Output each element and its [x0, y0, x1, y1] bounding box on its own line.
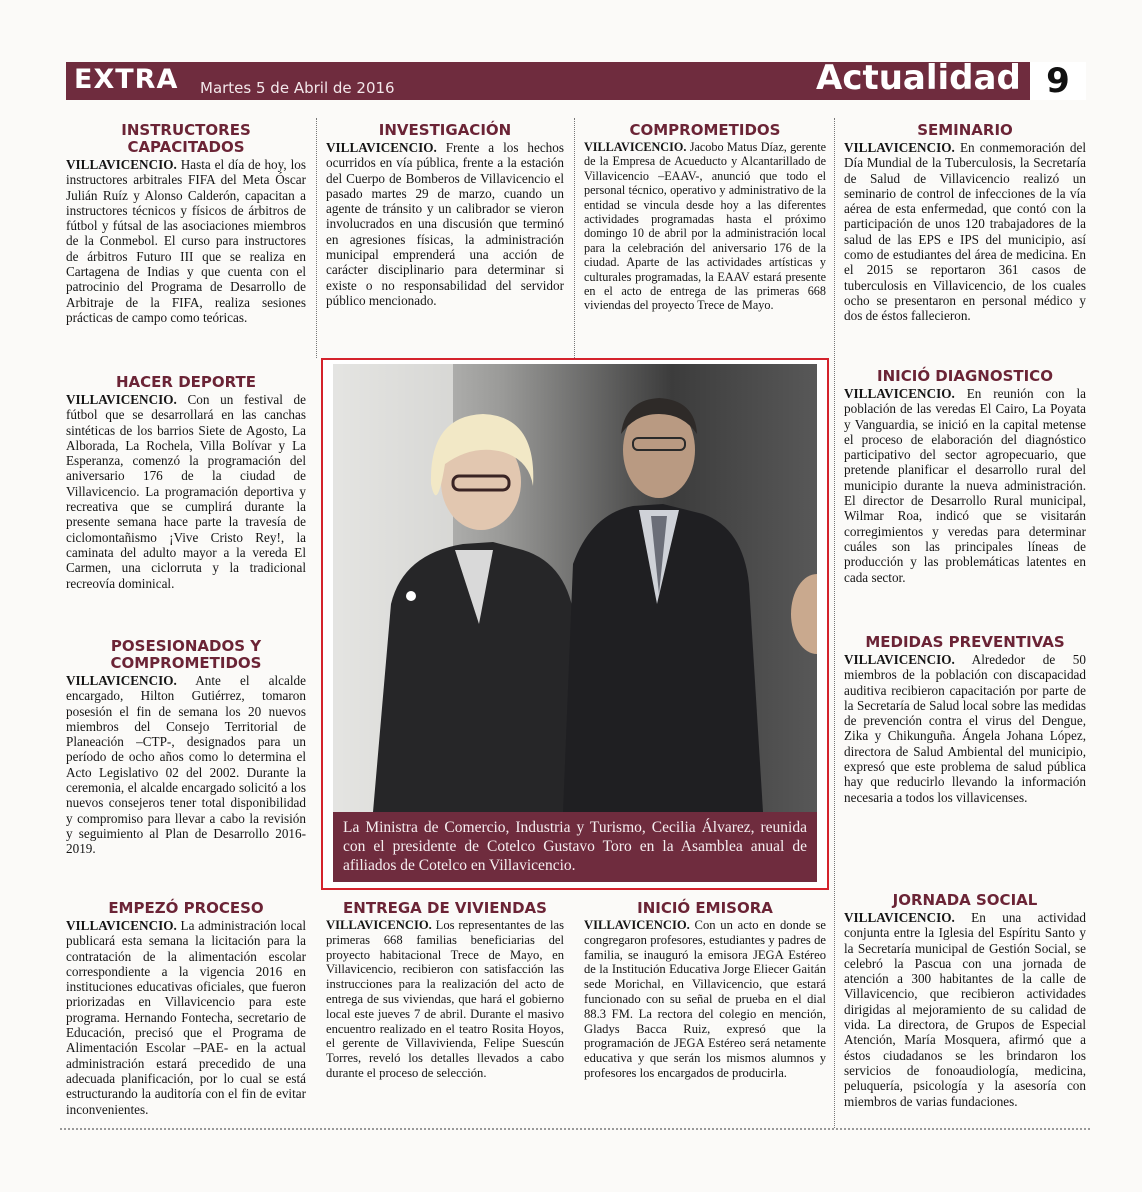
article-body: VILLAVICENCIO. Alrededor de 50 miembros de la población con discapacidad auditiva recibieron capacitación por parte de la Secretaría de Salud local sobre las medidas de prevención contra el virus del Dengue, Zika y Chikunguña. Ángela Johana López, directora de Salud Ambiental del municipio, expresó que este problema de salud pública hay que reducirlo llevando la información necesaria a todos los villavicenses. [844, 652, 1086, 805]
masthead-band [66, 58, 1086, 100]
article-headline: COMPROMETIDOS [629, 121, 781, 139]
article-jornada-social [844, 892, 1086, 1109]
article-headline: MEDIDAS PREVENTIVAS [865, 633, 1065, 651]
article-hacer-deporte [66, 374, 306, 591]
article-investigacion [326, 122, 564, 308]
article-headline: JORNADA SOCIAL [892, 891, 1038, 909]
photo-caption: La Ministra de Comercio, Industria y Turismo, Cecilia Álvarez, reunida con el presidente de Cotelco Gustavo Toro en la Asamblea anual de afiliados de Cotelco en Villavicencio. [333, 812, 817, 882]
article-headline: POSESIONADOS Y COMPROMETIDOS [110, 637, 262, 672]
article-body: VILLAVICENCIO. Con un acto en donde se congregaron profesores, estudiantes y padres de familia, se inauguró la emisora JEGA Estéreo de la Institución Educativa Jorge Eliecer Gaitán sede Morichal, en Villavicencio, que estará funcionado con su señal de prueba en el dial 88.3 FM. La rectora del colegio en mención, Gladys Bacca Ruiz, expresó que la programación de JEGA Estéreo será netamente educativa y que serán los mismos alumnos y profesores los encargados de producirla. [584, 918, 826, 1080]
article-headline: SEMINARIO [917, 121, 1013, 139]
page-number: 9 [1030, 62, 1086, 100]
article-body: VILLAVICENCIO. En una actividad conjunta entre la Iglesia del Espíritu Santo y la Secretaría municipal de Gestión Social, se celebró la Pascua con una jornada de atención a 300 habitantes de la calle de Villavicencio, que recibieron actividades dirigidas al mejoramiento de su calidad de vida. La directora, de Grupos de Especial Atención, María Mosquera, afirmó que a éstos ciudadanos se les brindaron los servicios de fonoaudiología, medicina, peluquería, psicología y la asesoría con miembros de varias fundaciones. [844, 910, 1086, 1109]
photo-box [321, 358, 829, 890]
article-headline: EMPEZÓ PROCESO [108, 899, 264, 917]
article-headline: HACER DEPORTE [116, 373, 256, 391]
section-title: Actualidad [816, 58, 1021, 98]
article-posesionados [66, 638, 306, 857]
article-inicio-emisora [584, 900, 826, 1081]
article-medidas-preventivas [844, 634, 1086, 805]
article-headline: INICIÓ DIAGNOSTICO [877, 367, 1053, 385]
article-body: VILLAVICENCIO. Con un festival de fútbol que se desarrollará en las canchas sintéticas de los barrios Siete de Agosto, La Alborada, La Rochela, Villa Bolívar y La Esperanza, comenzó la programación del aniversario 176 de la ciudad de Villavicencio. La programación deportiva y recreativa que se cumplirá durante la presente semana hace parte la travesía de ciclomontañismo ¡Vive Cristo Rey!, la caminata del adulto mayor a la vereda El Carmen, una ciclorruta y la tradicional recreovía dominical. [66, 392, 306, 591]
issue-date: Martes 5 de Abril de 2016 [200, 79, 395, 97]
article-body: VILLAVICENCIO. En reunión con la población de las veredas El Cairo, La Poyata y Vanguardia, se inició en la capital metense el proceso de elaboración del diagnóstico participativo del sector agropecuario, que pretende planificar el desarrollo rural del municipio durante la nueva administración. El director de Desarrollo Rural municipal, Wilmar Roa, indicó que se visitarán corregimientos y veredas para determinar cuáles son las principales líneas de producción y las problemáticas latentes en cada sector. [844, 386, 1086, 585]
article-empezo-proceso [66, 900, 306, 1117]
article-body: VILLAVICENCIO. Los representantes de las primeras 668 familias beneficiarias del proyecto habitacional Trece de Mayo, en Villavicencio, recibieron con satisfacción las instrucciones para la realización del acto de entrega de sus viviendas, que hará el gobierno local este jueves 7 de abril. Durante el masivo encuentro realizado en el teatro Rosita Hoyos, el gerente de Villavivienda, Felipe Suescún Torres, reveló los detalles llevados a cabo durante el proceso de selección. [326, 918, 564, 1080]
newspaper-logo: EXTRA [74, 64, 179, 95]
article-headline: ENTREGA DE VIVIENDAS [343, 899, 547, 917]
article-body: VILLAVICENCIO. Ante el alcalde encargado, Hilton Gutiérrez, tomaron posesión el fin de semana los 20 nuevos miembros del Consejo Territorial de Planeación –CTP-, designados para un período de ocho años como lo determina el Acto Legislativo 02 del 2002. Durante la ceremonia, el alcalde encargado solicitó a los nuevos consejeros tener total disponibilidad y compromiso para llevar a cabo la revisión y seguimiento al Plan de Desarrollo 2016-2019. [66, 673, 306, 857]
photo-illustration [333, 364, 817, 812]
article-entrega-viviendas [326, 900, 564, 1081]
article-body: VILLAVICENCIO. En conmemoración del Día Mundial de la Tuberculosis, la Secretaría de Salud de Villavicencio realizó un seminario de control de infecciones de la vía aérea de esta enfermedad, que contó con la participación de unos 120 trabajadores de la salud de las EPS e IPS del municipio, así como de estudiantes del área de medicina. En el 2015 se reportaron 361 casos de tuberculosis en Villavicencio, de los cuales ocho se presentaron en personal médico y dos de éstos fallecieron. [844, 140, 1086, 324]
article-inicio-diagnostico [844, 368, 1086, 585]
article-headline: INSTRUCTORES CAPACITADOS [121, 121, 251, 156]
column-divider [316, 118, 317, 358]
column-divider [834, 118, 835, 1128]
news-photo [333, 364, 817, 812]
article-headline: INVESTIGACIÓN [378, 121, 512, 139]
article-headline: INICIÓ EMISORA [637, 899, 773, 917]
article-seminario [844, 122, 1086, 324]
article-instructores [66, 122, 306, 325]
page-bottom-rule [60, 1128, 1090, 1130]
column-divider [574, 118, 575, 358]
article-body: VILLAVICENCIO. Hasta el día de hoy, los instructores arbitrales FIFA del Meta Óscar Julián Ruíz y Alonso Calderón, capacitan a instructores técnicos y físicos de árbitros de fútbol y fútsal de las asociaciones miembros de la Conmebol. El curso para instructores de árbitros Futuro III que se realiza en Cartagena de Indias y que cuenta con el patrocinio del Programa de Desarrollo de Arbitraje de la FIFA, realiza sesiones prácticas de campo como teóricas. [66, 157, 306, 325]
article-comprometidos [584, 122, 826, 313]
article-body: VILLAVICENCIO. La administración local publicará esta semana la licitación para la contratación de la alimentación escolar correspondiente a la vigencia 2016 en instituciones educativas oficiales, que fueron priorizadas en Villavicencio para este programa. Hernando Fontecha, secretario de Educación, precisó que el Programa de Alimentación Escolar –PAE- en la actual administración estará precedido de una adecuada planificación, por lo cual se está estructurando la auditoría con el fin de evitar inconvenientes. [66, 918, 306, 1117]
article-body: VILLAVICENCIO. Frente a los hechos ocurridos en vía pública, frente a la estación del Cuerpo de Bomberos de Villavicencio el pasado martes 29 de marzo, cuando un agente de tránsito y un calibrador se vieron involucrados en una discusión que terminó en agresiones físicas, la administración municipal emprenderá una acción de carácter disciplinario para determinar si existe o no responsabilidad del servidor público mencionado. [326, 140, 564, 308]
article-body: VILLAVICENCIO. Jacobo Matus Díaz, gerente de la Empresa de Acueducto y Alcantarillado de Villavicencio –EAAV-, anunció que todo el personal técnico, operativo y administrativo de la entidad se vincula desde hoy a las diferentes actividades programadas hasta el próximo domingo 10 de abril por la administración local para la celebración del aniversario 176 de la ciudad. Aparte de las actividades artísticas y culturales programadas, la EAAV estará presente en el acto de entrega de las primeras 668 viviendas del proyecto Trece de Mayo. [584, 140, 826, 313]
